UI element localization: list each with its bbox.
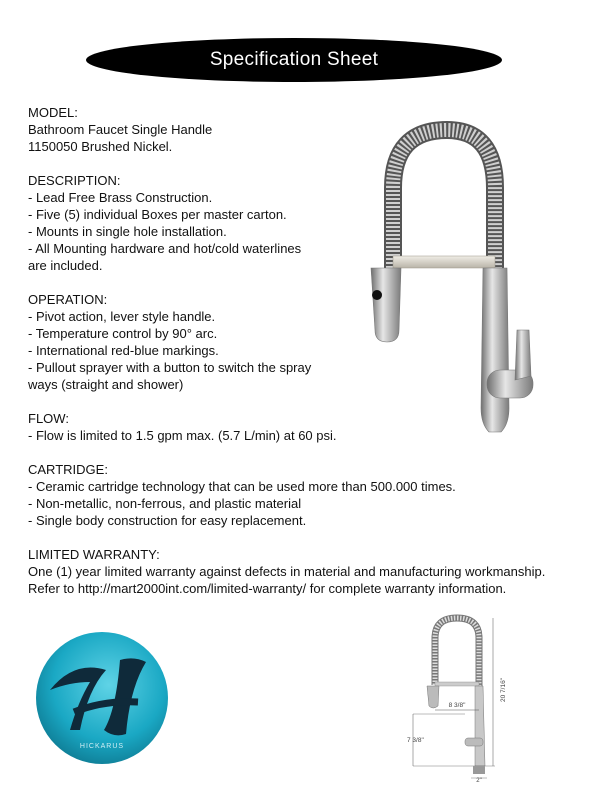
section-heading: LIMITED WARRANTY: [28,547,160,562]
section-line: are included. [28,258,103,273]
section-line: - Mounts in single hole installation. [28,224,227,239]
header-banner [86,38,502,82]
dim-base-label: 2" [476,778,482,782]
section-warranty [28,546,568,597]
dim-height-label: 20 7/16" [500,678,507,702]
section-heading: CARTRIDGE: [28,462,108,477]
section-heading: MODEL: [28,105,78,120]
section-line: ways (straight and shower) [28,377,184,392]
section-line: - Five (5) individual Boxes per master carton. [28,207,287,222]
section-line: - Non-metallic, non-ferrous, and plastic material [28,496,302,511]
section-line: - Single body construction for easy replacement. [28,513,307,528]
dim-handle-label: 7 3/8" [407,737,424,744]
dimension-diagram [405,610,515,782]
section-heading: DESCRIPTION: [28,173,121,188]
section-line: - International red-blue markings. [28,343,219,358]
section-line: - Pivot action, lever style handle. [28,309,216,324]
section-line: - Ceramic cartridge technology that can be used more than 500.000 times. [28,479,456,494]
section-line: Bathroom Faucet Single Handle [28,122,213,137]
section-line: - Lead Free Brass Construction. [28,190,213,205]
section-line: One (1) year limited warranty against defects in material and manufacturing workmanship. [28,564,546,579]
section-line: - Temperature control by 90° arc. [28,326,218,341]
section-cartridge [28,461,568,529]
faucet-product-image [355,118,555,438]
page-title: Specification Sheet [209,49,379,70]
section-line: Refer to http://mart2000int.com/limited-warranty/ for complete warranty information. [28,581,507,596]
logo-text: HICKARUS [79,743,125,750]
dim-width-label: 8 3/8" [448,702,466,709]
brand-logo [34,630,170,766]
section-heading: FLOW: [28,411,69,426]
section-line: - All Mounting hardware and hot/cold waterlines [28,241,302,256]
section-heading: OPERATION: [28,292,108,307]
section-line: 1150050 Brushed Nickel. [28,139,173,154]
section-line: - Flow is limited to 1.5 gpm max. (5.7 L/min) at 60 psi. [28,428,337,443]
section-line: - Pullout sprayer with a button to switch the spray [28,360,312,375]
